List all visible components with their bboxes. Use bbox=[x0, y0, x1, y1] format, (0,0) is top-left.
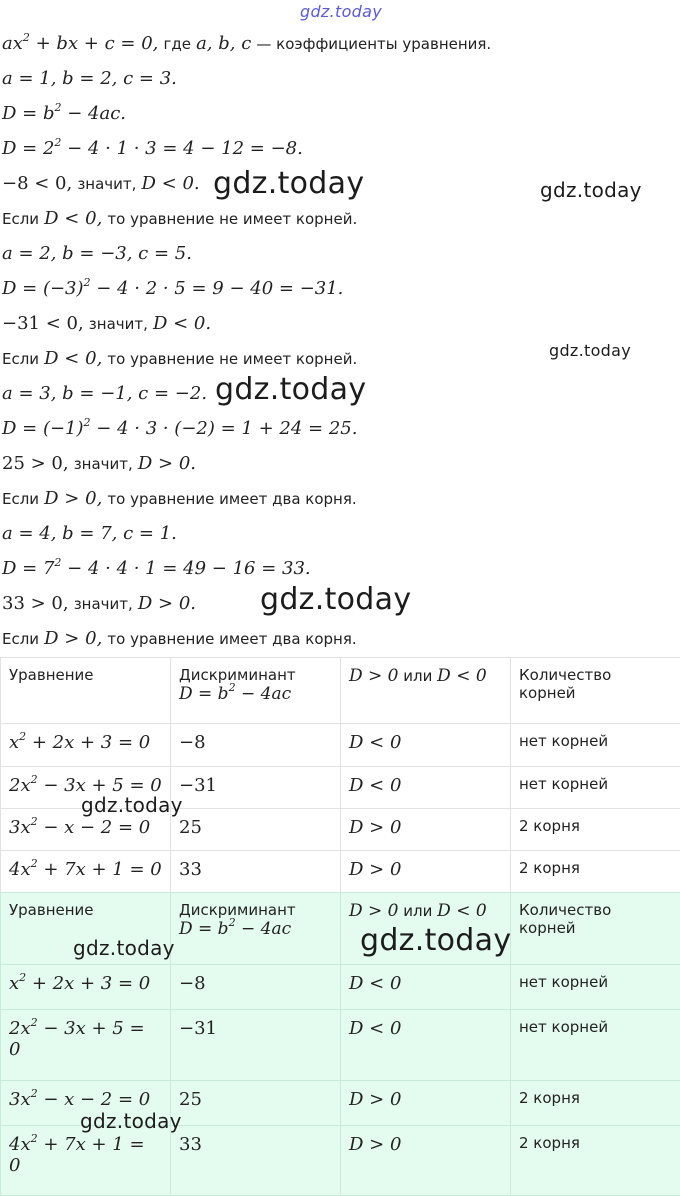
header-equation: Уравнение bbox=[1, 893, 171, 965]
line-equation-general bbox=[2, 32, 491, 56]
cell-discriminant: −8 bbox=[171, 724, 341, 767]
cell-sign: D < 0 bbox=[341, 724, 511, 767]
cell-equation: $2x^2 - 3x + 5 = 0$ bbox=[1, 767, 171, 809]
line-sign-3 bbox=[2, 452, 196, 476]
math: −8 < 0, bbox=[2, 173, 72, 194]
math: D < 0 bbox=[437, 901, 487, 921]
watermark: gdz.today bbox=[73, 936, 175, 960]
math: D < 0, bbox=[44, 208, 102, 229]
text: значит, bbox=[74, 595, 133, 613]
watermark: gdz.today bbox=[549, 341, 631, 360]
line-coefs-2 bbox=[2, 242, 192, 266]
header-formula: $D = b^2 - 4ac$ bbox=[179, 684, 291, 704]
math: −31 < 0, bbox=[2, 313, 84, 334]
cell-equation: $x^2 + 2x + 3 = 0$ bbox=[1, 965, 171, 1010]
math: $D = 2^2 - 4 \cdot 1 \cdot 3 = 4 - 12 = -8$. bbox=[2, 138, 303, 159]
cell-equation: $2x^2 - 3x + 5$ = 0 bbox=[1, 1010, 171, 1081]
math: a = 4, b = 7, c = 1. bbox=[2, 523, 177, 544]
math: D > 0. bbox=[138, 453, 196, 474]
cell-sign: D < 0 bbox=[341, 1010, 511, 1081]
math: $D = 7^2 - 4 \cdot 4 \cdot 1 = 49 - 16 = 33$. bbox=[2, 558, 311, 579]
cell-discriminant: −8 bbox=[171, 965, 341, 1010]
header-text: Дискриминант bbox=[179, 901, 296, 919]
text: то уравнение имеет два корня. bbox=[107, 630, 356, 648]
line-coefs-3 bbox=[2, 382, 207, 406]
math: $ax^2$ + bx + c = 0, bbox=[2, 33, 158, 54]
text: то уравнение не имеет корней. bbox=[107, 210, 357, 228]
line-coefs-4 bbox=[2, 522, 177, 546]
cell-sign: D > 0 bbox=[341, 809, 511, 851]
watermark: gdz.today bbox=[213, 166, 364, 201]
cell-sign: D > 0 bbox=[341, 851, 511, 893]
cell-equation: $x^2 + 2x + 3 = 0$ bbox=[1, 724, 171, 767]
cell-discriminant: 33 bbox=[171, 1126, 341, 1196]
header-discriminant bbox=[171, 893, 341, 965]
cell-equation: $3x^2 - x - 2 = 0$ bbox=[1, 809, 171, 851]
cell-discriminant: −31 bbox=[171, 767, 341, 809]
text: где bbox=[164, 35, 191, 53]
text: значит, bbox=[77, 175, 136, 193]
text: то уравнение не имеет корней. bbox=[107, 350, 357, 368]
text: то уравнение имеет два корня. bbox=[107, 490, 356, 508]
table-header-row bbox=[1, 658, 680, 724]
cell-sign: D < 0 bbox=[341, 965, 511, 1010]
line-disc-3 bbox=[2, 417, 357, 441]
header-text: корней bbox=[519, 919, 576, 937]
cell-roots: 2 корня bbox=[511, 851, 680, 893]
math: a = 1, b = 2, c = 3. bbox=[2, 68, 177, 89]
header-roots: Количество корней bbox=[511, 658, 680, 724]
math: D > 0 bbox=[349, 666, 399, 686]
text: значит, bbox=[74, 455, 133, 473]
math: D < 0. bbox=[153, 313, 211, 334]
watermark: gdz.today bbox=[360, 923, 511, 958]
math: 33 > 0, bbox=[2, 593, 69, 614]
math: D > 0. bbox=[138, 593, 196, 614]
line-formula bbox=[2, 102, 126, 126]
math: a = 3, b = −1, c = −2. bbox=[2, 383, 207, 404]
line-sign-2 bbox=[2, 312, 211, 336]
math: a = 2, b = −3, c = 5. bbox=[2, 243, 192, 264]
cell-discriminant: 33 bbox=[171, 851, 341, 893]
cell-equation: $4x^2 + 7x + 1$ = 0 bbox=[1, 1126, 171, 1196]
cell-roots: нет корней bbox=[511, 767, 680, 809]
line-conclusion-3 bbox=[2, 487, 357, 511]
text: — коэффициенты уравнения. bbox=[256, 35, 491, 53]
line-sign-4 bbox=[2, 592, 196, 616]
line-coefs-1 bbox=[2, 67, 177, 91]
header-text: Дискриминант bbox=[179, 666, 296, 684]
line-conclusion-2 bbox=[2, 347, 357, 371]
cell-sign: D > 0 bbox=[341, 1081, 511, 1126]
cell-roots: 2 корня bbox=[511, 1081, 680, 1126]
text: или bbox=[403, 902, 432, 920]
table-row bbox=[1, 724, 680, 767]
math: D < 0. bbox=[142, 173, 200, 194]
text: или bbox=[403, 667, 432, 685]
results-table bbox=[0, 657, 680, 893]
math: 25 > 0, bbox=[2, 453, 69, 474]
math: $D = b^2 - 4ac$. bbox=[2, 103, 126, 124]
cell-discriminant: 25 bbox=[171, 1081, 341, 1126]
header-equation: Уравнение bbox=[1, 658, 171, 724]
cell-equation: $4x^2 + 7x + 1 = 0$ bbox=[1, 851, 171, 893]
cell-sign: D > 0 bbox=[341, 1126, 511, 1196]
watermark: gdz.today bbox=[80, 1109, 182, 1133]
math: D > 0, bbox=[44, 628, 102, 649]
table-row bbox=[1, 1126, 680, 1196]
line-disc-1 bbox=[2, 137, 303, 161]
cell-equation: $3x^2 - x - 2 = 0$ bbox=[1, 1081, 171, 1126]
math: D > 0 bbox=[349, 901, 399, 921]
math: $D = (-1)^2 - 4 \cdot 3 \cdot (-2) = 1 + 24 = 25$. bbox=[2, 418, 357, 439]
cell-roots: нет корней bbox=[511, 965, 680, 1010]
cell-roots: нет корней bbox=[511, 1010, 680, 1081]
cell-roots: 2 корня bbox=[511, 1126, 680, 1196]
table-row bbox=[1, 851, 680, 893]
watermark: gdz.today bbox=[81, 793, 183, 817]
text: Если bbox=[2, 630, 39, 648]
text: значит, bbox=[89, 315, 148, 333]
math: D < 0, bbox=[44, 348, 102, 369]
cell-roots: 2 корня bbox=[511, 809, 680, 851]
math: $D = (-3)^2 - 4 \cdot 2 \cdot 5 = 9 - 40 = -31$. bbox=[2, 278, 343, 299]
table-row bbox=[1, 965, 680, 1010]
text: Если bbox=[2, 490, 39, 508]
header-sign bbox=[341, 658, 511, 724]
math: a, b, c bbox=[196, 33, 251, 54]
header-discriminant bbox=[171, 658, 341, 724]
watermark-top: gdz.today bbox=[300, 2, 382, 21]
cell-discriminant: 25 bbox=[171, 809, 341, 851]
table-row bbox=[1, 1010, 680, 1081]
line-conclusion-4 bbox=[2, 627, 357, 651]
header-roots bbox=[511, 893, 680, 965]
math: D < 0 bbox=[437, 666, 487, 686]
watermark: gdz.today bbox=[540, 178, 642, 202]
line-sign-1 bbox=[2, 172, 200, 196]
watermark: gdz.today bbox=[215, 372, 366, 407]
cell-sign: D < 0 bbox=[341, 767, 511, 809]
math: D > 0, bbox=[44, 488, 102, 509]
header-text: Количество bbox=[519, 901, 611, 919]
cell-discriminant: −31 bbox=[171, 1010, 341, 1081]
cell-roots: нет корней bbox=[511, 724, 680, 767]
text: Если bbox=[2, 350, 39, 368]
text: Если bbox=[2, 210, 39, 228]
line-disc-4 bbox=[2, 557, 311, 581]
line-conclusion-1 bbox=[2, 207, 357, 231]
header-formula: $D = b^2 - 4ac$ bbox=[179, 919, 291, 939]
watermark: gdz.today bbox=[260, 582, 411, 617]
line-disc-2 bbox=[2, 277, 343, 301]
